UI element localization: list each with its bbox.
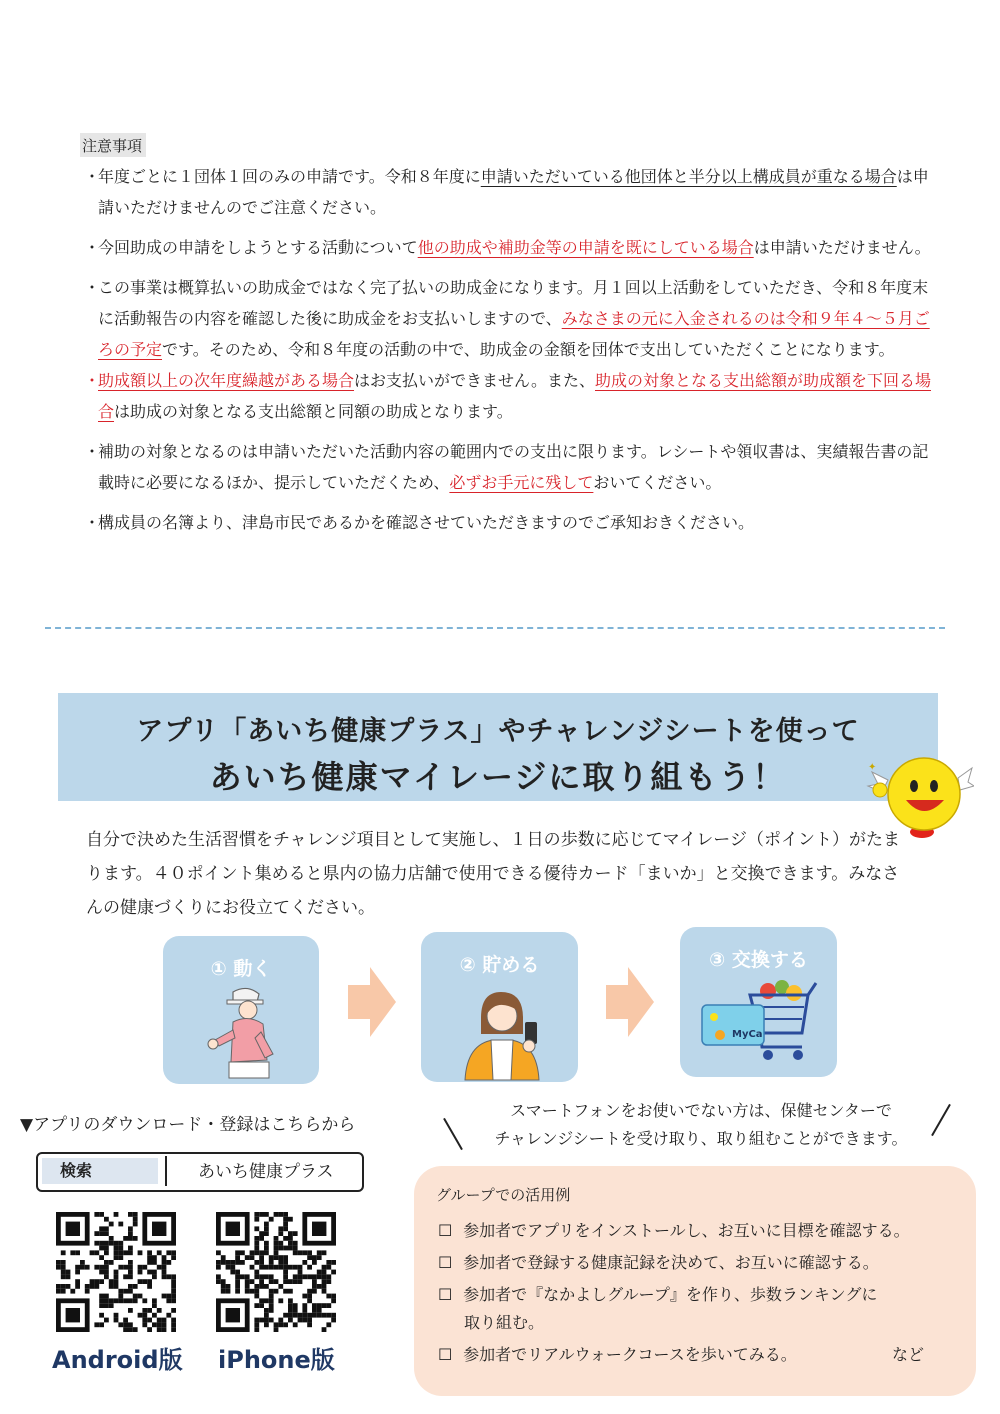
note-highlight: みなさまの元に入金されるのは令和９年４～５月ごろの予定 — [98, 309, 930, 359]
group-etc: など — [891, 1345, 924, 1364]
note-item-4 — [80, 365, 940, 427]
note-text: 補助の対象となるのは申請いただいた活動内容の範囲内での支出に限ります。レシートや領収書は、実績報告書の記載時に必要になるほか、提示していただくため、 — [98, 442, 929, 492]
bullet: ・ — [84, 278, 101, 297]
note-highlight: 助成の対象となる支出総額が助成額を下回る場合 — [98, 371, 931, 421]
note-text: 年度ごとに１団体１回のみの申請です。令和８年度に — [98, 167, 481, 186]
arrow-right-icon — [348, 967, 396, 1037]
note-item-6 — [80, 507, 940, 538]
group-item-text: 参加者でリアルウォークコースを歩いてみる。 — [463, 1345, 797, 1364]
note-text: です。そのため、令和８年度の活動の中で、助成金の金額を団体で支出していただくことになります。 — [162, 340, 895, 359]
svg-text:✦: ✦ — [868, 762, 877, 773]
note-highlight: 助成額以上の次年度繰越がある場合 — [98, 371, 355, 390]
jogging-woman-icon — [193, 980, 293, 1080]
no-phone-line1: スマートフォンをお使いでない方は、保健センターで — [510, 1101, 892, 1120]
note-text: 構成員の名簿より、津島市民であるかを確認させていただきますのでご承知おきください。 — [98, 513, 755, 532]
checkbox-icon: ☐ — [438, 1345, 453, 1364]
dashed-divider — [45, 627, 945, 629]
note-item-3 — [80, 272, 940, 365]
banner-title-line1: アプリ「あいち健康プラス」やチャレンジシートを使って — [136, 716, 860, 747]
step-card-move — [163, 936, 319, 1084]
search-box[interactable] — [36, 1152, 364, 1192]
step-label: ① 動く — [210, 958, 272, 980]
notes-heading: 注意事項 — [80, 133, 146, 157]
checkbox-icon: ☐ — [438, 1221, 453, 1240]
note-item-2 — [80, 232, 940, 263]
group-item-text: 参加者でアプリをインストールし、お互いに目標を確認する。 — [463, 1221, 910, 1240]
card-text: MyCa — [732, 1029, 763, 1040]
note-text: は助成の対象となる支出総額と同額の助成となります。 — [114, 402, 513, 421]
android-qr-code[interactable] — [56, 1212, 176, 1332]
bullet: ・ — [84, 371, 101, 390]
group-item — [438, 1342, 797, 1365]
group-item — [438, 1282, 877, 1305]
note-highlight: 必ずお手元に残して — [449, 473, 594, 492]
step-card-save — [421, 932, 578, 1082]
note-item-1 — [80, 161, 940, 223]
note-text: は申請いただけませんのでご注意ください。 — [98, 167, 929, 217]
group-title: グループでの活用例 — [436, 1186, 571, 1204]
group-item — [438, 1250, 879, 1273]
bullet: ・ — [84, 442, 101, 461]
download-title: ▼アプリのダウンロード・登録はこちらから — [20, 1115, 356, 1135]
iphone-label: iPhone版 — [218, 1346, 335, 1374]
shopping-cart-card-icon — [698, 975, 822, 1071]
checkbox-icon: ☐ — [438, 1285, 453, 1304]
note-item-5 — [80, 436, 940, 498]
group-item-text: 参加者で登録する健康記録を決めて、お互いに確認する。 — [463, 1253, 879, 1272]
iphone-qr-code[interactable] — [216, 1212, 336, 1332]
note-text: おいてください。 — [593, 473, 722, 492]
note-text: はお支払いができません。また、 — [354, 371, 595, 390]
woman-with-phone-icon — [451, 982, 551, 1082]
note-highlight: 他の助成や補助金等の申請を既にしている場合 — [417, 238, 754, 257]
search-separator — [165, 1156, 167, 1186]
step-card-exchange — [680, 927, 837, 1077]
search-query: あいち健康プラス — [198, 1162, 334, 1182]
step-label: ② 貯める — [459, 954, 540, 976]
note-text: は申請いただけません。 — [753, 238, 931, 257]
group-item — [438, 1218, 910, 1241]
banner-title-line2: あいち健康マイレージに取り組もう！ — [209, 758, 787, 796]
notes-section — [80, 133, 940, 547]
android-label: Android版 — [52, 1346, 183, 1374]
arrow-right-icon — [606, 967, 654, 1037]
no-phone-line2: チャレンジシートを受け取り、取り組むことができます。 — [494, 1129, 908, 1148]
group-item-continued: 取り組む。 — [464, 1313, 545, 1332]
note-text: この事業は概算払いの助成金ではなく完了払いの助成金になります。月１回以上活動をしていただき、令和８年度末に活動報告の内容を確認した後に助成金をお支払いしますので、 — [98, 278, 929, 328]
mileage-banner — [58, 693, 938, 801]
intro-paragraph: 自分で決めた生活習慣をチャレンジ項目として実施し、１日の歩数に応じてマイレージ（ポイント）がたまります。４０ポイント集めると県内の協力店舗で使用できる優待カード「まいか」と交換できます。みなさんの健康づくりにお役立てください。 — [86, 830, 900, 918]
bullet: ・ — [84, 513, 101, 532]
note-underline: 申請いただいている他団体と半分以上構成員が重なる場合 — [480, 167, 897, 186]
no-smartphone-note — [456, 1098, 946, 1158]
step-label: ③ 交換する — [709, 949, 808, 971]
checkbox-icon: ☐ — [438, 1253, 453, 1272]
bullet: ・ — [84, 167, 101, 186]
note-text: 今回助成の申請をしようとする活動について — [98, 238, 418, 257]
search-tag: 検索 — [42, 1158, 158, 1184]
group-item-text: 参加者で『なかよしグループ』を作り、歩数ランキングに — [463, 1285, 878, 1304]
bullet: ・ — [84, 238, 101, 257]
group-usage-panel — [414, 1166, 976, 1396]
